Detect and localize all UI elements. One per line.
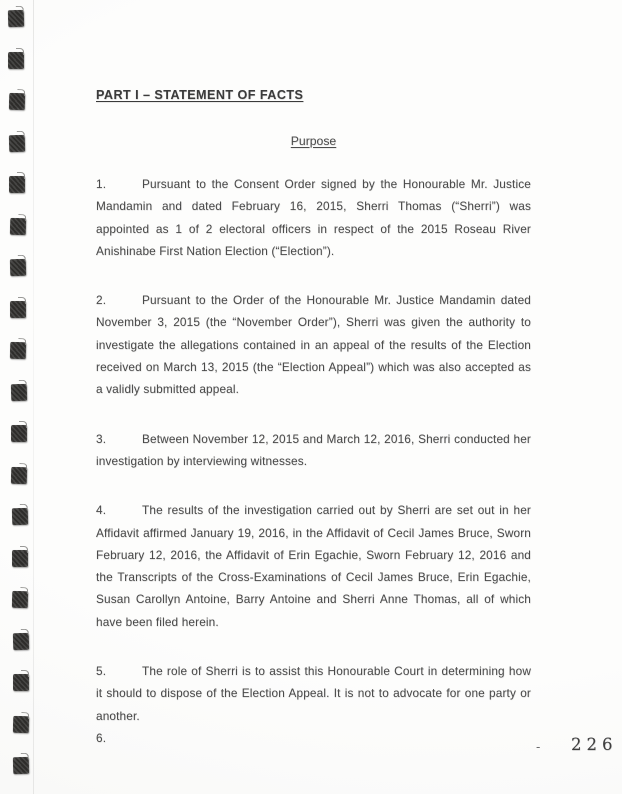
paragraph-3 [96, 428, 531, 473]
page-number-stamp [0, 735, 622, 761]
binding-mark [11, 466, 27, 483]
binding-mark [10, 259, 26, 276]
paragraph-6-number: 6. [96, 730, 107, 745]
binding-mark [9, 217, 25, 234]
binding-mark [10, 301, 26, 318]
page-number: 226 [571, 735, 618, 754]
binding-mark [8, 93, 24, 110]
paragraph-2-number: 2. [96, 293, 107, 308]
paragraph-5 [96, 660, 531, 727]
page-edge-line [33, 0, 34, 794]
paragraph-1 [96, 173, 531, 262]
paragraph-4-text: The results of the investigation carried out by Sherri are set out in her Affidavit affirmed January 19, 2016, in the Affidavit of Cecil James Bruce, Sworn February 12, 2016, the Affidavit of Erin Egachie, Sworn February 12, 2016 and the Transcripts of the Cross-Examinations of Cecil James Bruce, Erin Egachie, Susan Carollyn Antoine, Barry Antoine and Sherri Anne Thomas, all of which have been filed herein. [96, 503, 531, 629]
binding-mark [9, 134, 25, 151]
binding-mark [13, 715, 29, 732]
binding-mark [13, 674, 29, 691]
binding-mark [11, 425, 27, 442]
paragraph-3-text: Between November 12, 2015 and March 12, 2016, Sherri conducted her investigation by interviewing witnesses. [96, 431, 531, 468]
binding-mark [11, 508, 27, 525]
binding-mark [10, 383, 26, 400]
paragraph-5-number: 5. [96, 664, 107, 679]
paragraph-5-text: The role of Sherri is to assist this Honourable Court in determining how it should to dispose of the Election Appeal. It is not to advocate for one party or another. [96, 664, 531, 723]
paragraph-2 [96, 289, 531, 400]
purpose-heading: Purpose [290, 134, 337, 148]
stamp-dash: - [536, 739, 541, 754]
paragraph-1-text: Pursuant to the Consent Order signed by the Honourable Mr. Justice Mandamin and dated February 16, 2015, Sherri Thomas (“Sherri”) was appointed as 1 of 2 electoral officers in respect of the 2015 Roseau River Anishinabe First Nation Election (“Election”). [96, 177, 531, 258]
binding-mark [12, 591, 28, 608]
paragraph-3-number: 3. [96, 431, 107, 446]
paragraph-1-number: 1. [96, 177, 107, 191]
paragraph-4-number: 4. [96, 503, 107, 518]
paragraph-4 [96, 499, 531, 633]
binding-mark [9, 176, 25, 193]
binding-mark [10, 342, 26, 359]
binding-strip [0, 0, 40, 794]
binding-mark [8, 10, 24, 27]
binding-mark [12, 550, 28, 567]
section-heading: PART I – STATEMENT OF FACTS [96, 88, 304, 102]
binding-mark [8, 52, 24, 69]
binding-mark [12, 632, 28, 649]
page-content [96, 0, 531, 749]
paragraph-2-text: Pursuant to the Order of the Honourable Mr. Justice Mandamin dated November 3, 2015 (the “November Order”), Sherri was given the authority to investigate the allegations contained in an appeal of the results of the Election received on March 13, 2015 (the “Election Appeal”) which was also accepted as a validly submitted appeal. [96, 293, 531, 397]
